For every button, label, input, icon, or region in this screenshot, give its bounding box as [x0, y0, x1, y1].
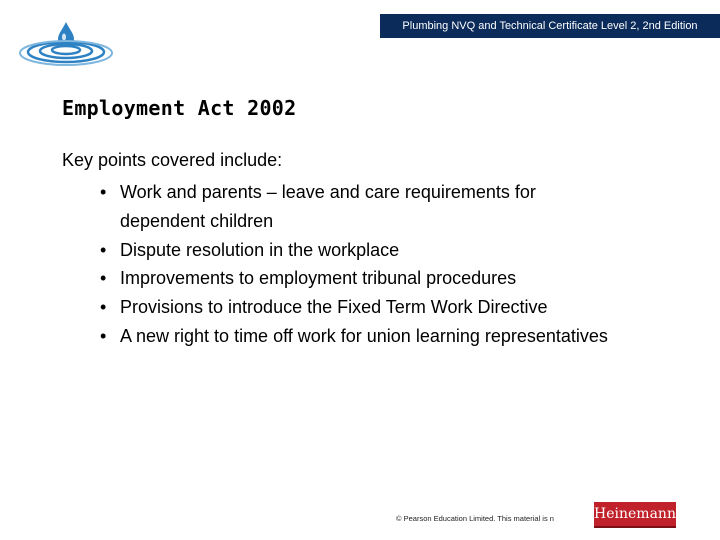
publisher-logo: Heinemann — [594, 502, 676, 528]
list-item — [96, 178, 696, 236]
list-item — [96, 322, 696, 351]
bullet-list — [96, 178, 696, 351]
list-item — [96, 264, 696, 293]
list-item — [96, 293, 696, 322]
header-subtitle: Plumbing NVQ and Technical Certificate Level 2, 2nd Edition — [402, 20, 698, 32]
bullet-text: Dispute resolution in the workplace — [120, 239, 400, 260]
bullet-text: A new right to time off work for union learning representatives — [120, 325, 608, 346]
footer-copyright: © Pearson Education Limited. This material is n — [396, 514, 554, 523]
bullet-text: Provisions to introduce the Fixed Term Work Directive — [120, 297, 548, 318]
bullet-text: Improvements to employment tribunal procedures — [120, 268, 517, 289]
water-drop-logo-icon — [18, 20, 114, 66]
list-item — [96, 236, 696, 265]
header-subtitle-bar — [380, 14, 720, 38]
slide-intro: Key points covered include: — [62, 150, 283, 170]
slide-title: Employment Act 2002 — [62, 96, 297, 120]
bullet-text: Work and parents – leave and care requirements for dependent children — [120, 182, 536, 231]
